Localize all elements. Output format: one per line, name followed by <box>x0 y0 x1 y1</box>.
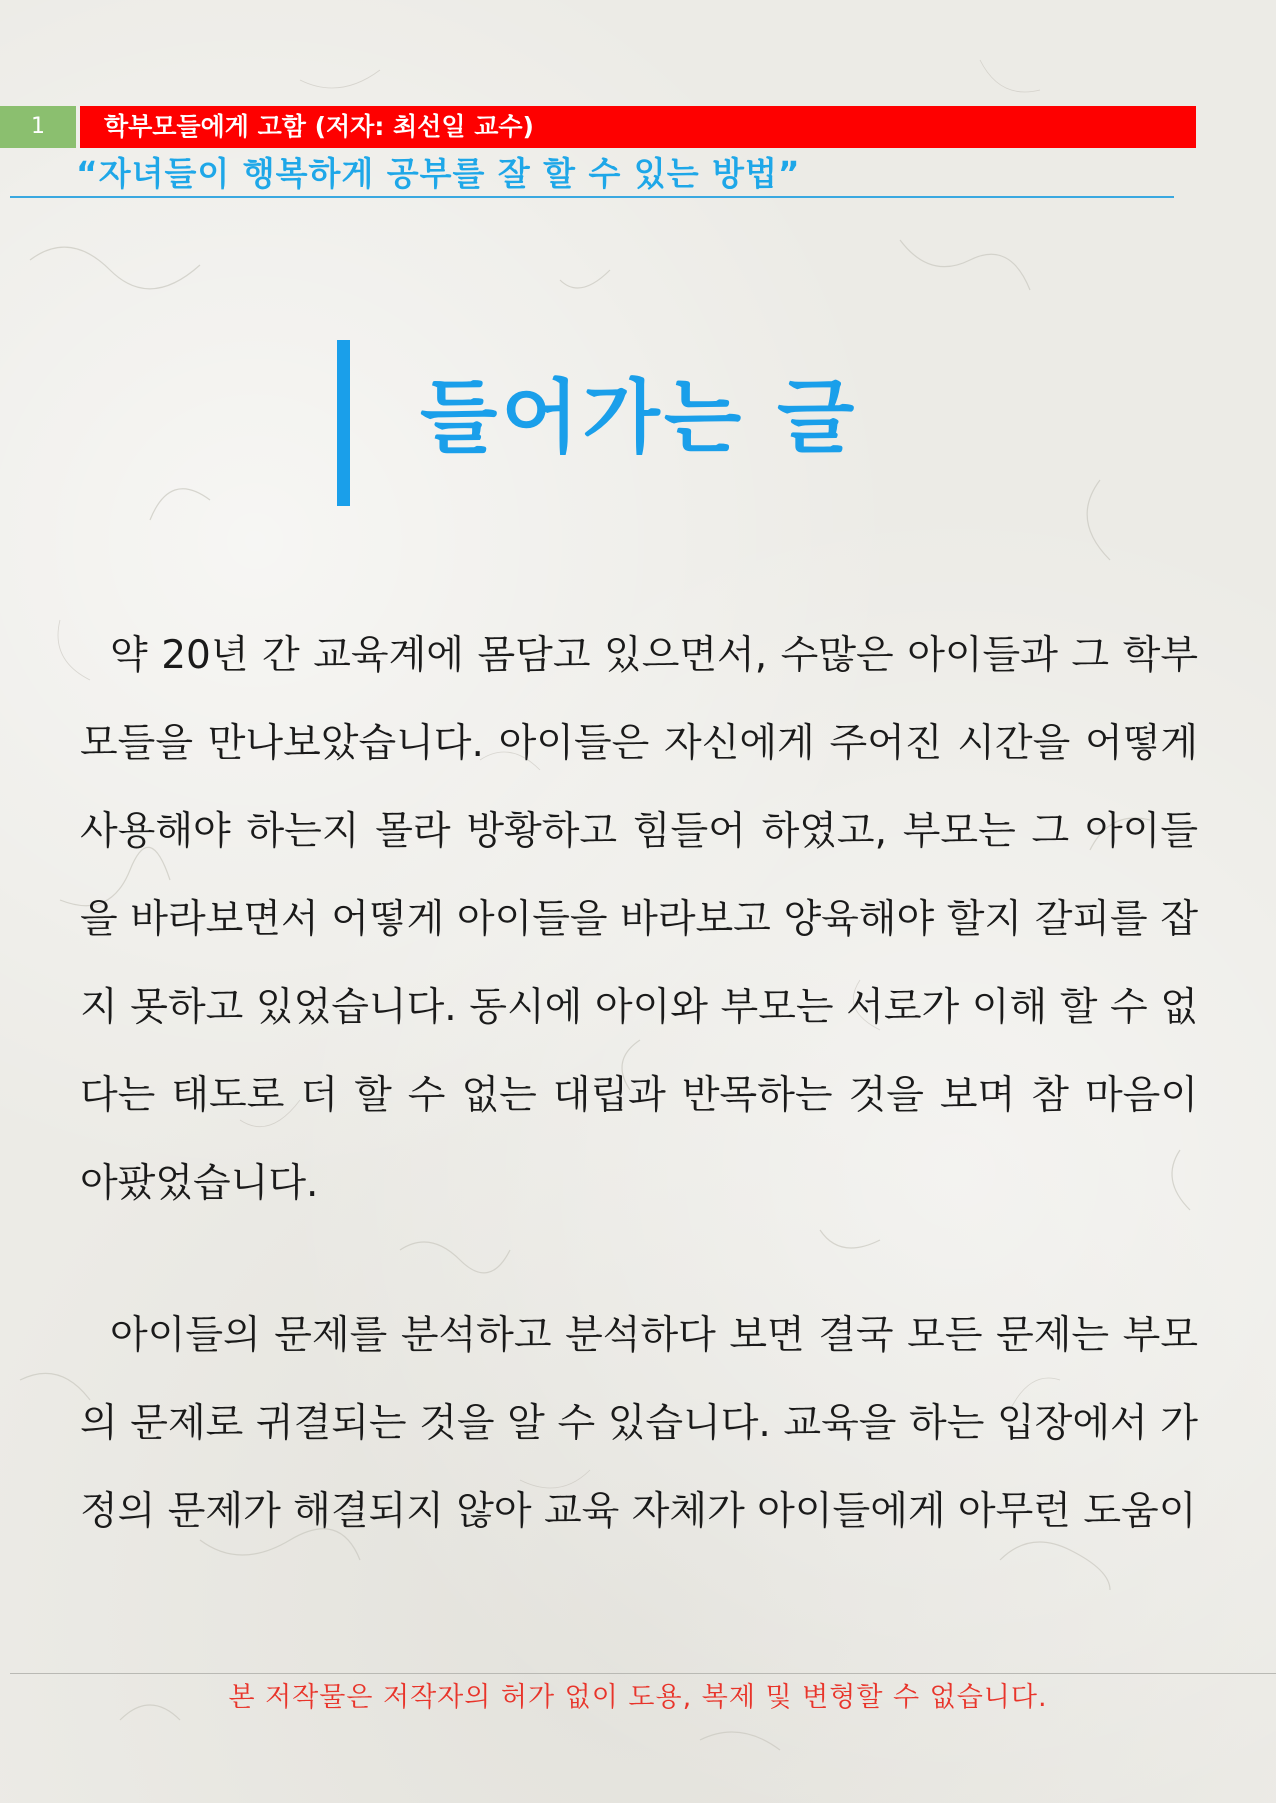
header-bar <box>80 106 1196 148</box>
body-paragraph: 아이들의 문제를 분석하고 분석하다 보면 결국 모든 문제는 부모의 문제로 귀결되는 것을 알 수 있습니다. 교육을 하는 입장에서 가정의 문제가 해결되지 않아 교육 자체가 아이들에게 아무런 도움이 <box>80 1313 1198 1534</box>
document-subtitle: “자녀들이 행복하게 공부를 잘 할 수 있는 방법” <box>76 154 801 193</box>
copyright-notice: 본 저작물은 저작자의 허가 없이 도용, 복제 및 변형할 수 없습니다. <box>228 1682 1048 1713</box>
section-title-accent-bar <box>337 340 350 506</box>
header-divider <box>10 196 1174 198</box>
section-title: 들어가는 글 <box>420 371 859 464</box>
page-number-badge: 1 <box>0 106 76 148</box>
body-paragraph: 약 20년 간 교육계에 몸담고 있으면서, 수많은 아이들과 그 학부모들을 만나보았습니다. 아이들은 자신에게 주어진 시간을 어떻게 사용해야 하는지 몰라 방황하고 힘들어 하였고, 부모는 그 아이들을 바라보면서 어떻게 아이들을 바라보고 양육해야 할지 갈피를 잡지 못하고 있었습니다. 동시에 아이와 부모는 서로가 이해 할 수 없다는 태도로 더 할 수 없는 대립과 반목하는 것을 보며 참 마음이 아팠었습니다. <box>80 633 1198 1206</box>
footer-divider <box>10 1673 1276 1674</box>
document-title: 학부모들에게 고함 (저자: 최선일 교수) <box>104 112 534 141</box>
